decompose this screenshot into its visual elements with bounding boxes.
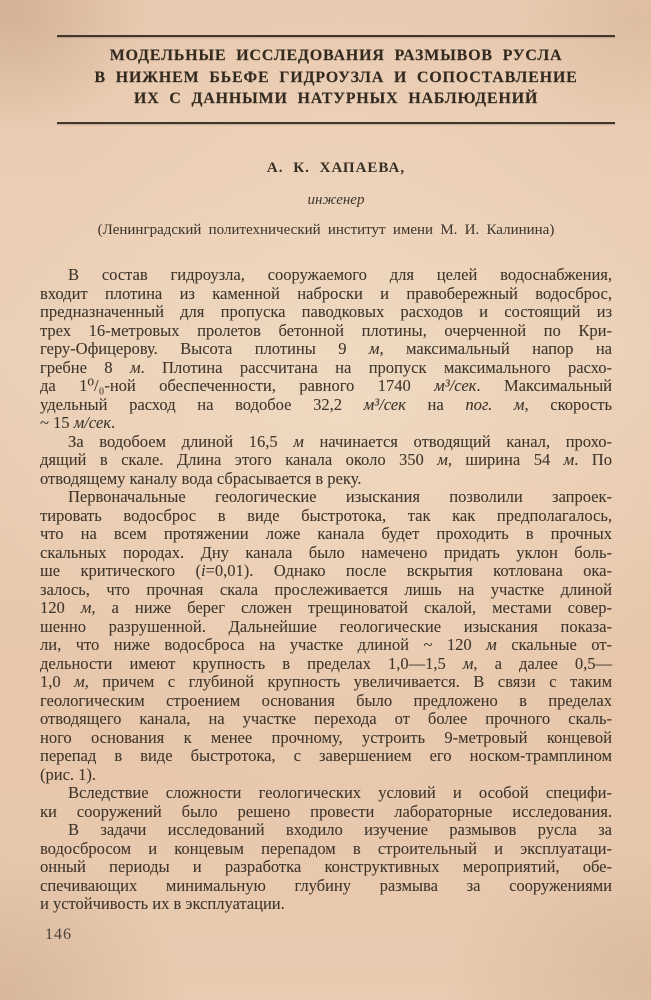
- paragraph-line: Вследствие сложности геологических условий и особой специфи-: [68, 783, 612, 802]
- article-title-line-1: МОДЕЛЬНЫЕ ИССЛЕДОВАНИЯ РАЗМЫВОВ РУСЛА: [109, 47, 563, 64]
- paragraph-line: ли, что ниже водосброса на участке длиной ~ 120 м скальные от-: [40, 635, 613, 654]
- paragraph-line: ~ 15 м/сек.: [40, 413, 116, 432]
- paragraph-line: скальных породах. Дну канала было намечено придать уклон боль-: [40, 542, 612, 562]
- page-number: 146: [45, 926, 72, 943]
- paragraph-line: водосбросом и концевым перепадом в строительный и эксплуатаци-: [40, 838, 612, 858]
- paragraph: [40, 266, 612, 433]
- body-text: [40, 266, 612, 914]
- paragraph-line: спечивающих минимальную глубину размыва за сооружениями: [40, 875, 612, 895]
- paragraph-line: отводящему каналу вода сбрасывается в реку.: [40, 468, 362, 488]
- paragraph-line: трех 16-метровых пролетов бетонной плотины, очерченной по Кри-: [40, 320, 612, 340]
- paragraph-line: ше критического (i=0,01). Однако после вскрытия котлована ока-: [40, 561, 612, 580]
- paragraph-line: Первоначальные геологические изыскания позволили запроек-: [68, 487, 612, 506]
- paragraph-line: шенно разрушенной. Дальнейшие геологические изыскания показа-: [40, 616, 612, 636]
- paragraph-line: и устойчивость их в эксплуатации.: [40, 894, 285, 913]
- article-title-line-2: В НИЖНЕМ БЬЕФЕ ГИДРОУЗЛА И СОПОСТАВЛЕНИЕ: [94, 68, 578, 86]
- article-header: [57, 35, 615, 124]
- paragraph-line: В состав гидроузла, сооружаемого для целей водоснабжения,: [68, 265, 612, 284]
- header-rule-bottom: [57, 122, 615, 124]
- paragraph-line: дящий в скале. Длина этого канала около 350 м, ширина 54 м. По: [40, 450, 612, 469]
- paragraph-line: отводящего канала, на участке перехода от более прочного скаль-: [40, 709, 612, 728]
- paragraph-line: ки сооружений было решено провести лабораторные исследования.: [40, 801, 612, 821]
- paragraph-line: гребне 8 м. Плотина рассчитана на пропуск максимального расхо-: [40, 357, 612, 377]
- paragraph: [40, 821, 612, 914]
- article-title-line-3: ИХ С ДАННЫМИ НАТУРНЫХ НАБЛЮДЕНИЙ: [133, 90, 539, 107]
- paragraph-line: что на всем протяжении ложе канала будет проходить в прочных: [40, 524, 612, 543]
- paragraph-line: перепад в виде быстротока, с завершением его носком-трамплином: [40, 746, 612, 765]
- article-title: [57, 37, 615, 122]
- paragraph: [40, 433, 612, 489]
- paragraph-line: ного основания к менее прочному, устроить 9-метровый концевой: [40, 727, 612, 747]
- paragraph-line: За водобоем длиной 16,5 м начинается отводящий канал, прохо-: [68, 431, 612, 451]
- paragraph-line: онный периоды и разработка конструктивных мероприятий, обе-: [40, 857, 612, 876]
- paragraph-line: да 1⁰/₀-ной обеспеченности, равного 1740 м³/сек. Максимальный: [40, 376, 612, 395]
- paragraph-line: дельности имеют крупность в пределах 1,0—1,5 м, а далее 0,5—: [40, 653, 612, 673]
- paragraph-line: В задачи исследований входило изучение размывов русла за: [68, 820, 612, 839]
- paragraph-line: 120 м, а ниже берег сложен трещиноватой скалой, местами совер-: [40, 598, 612, 617]
- paragraph: [40, 488, 612, 784]
- author-name: А. К. ХАПАЕВА,: [266, 160, 406, 176]
- author-role: инженер: [307, 192, 365, 208]
- paragraph-line: входит плотина из каменной наброски и правобережный водосброс,: [40, 283, 612, 303]
- author-affiliation: (Ленинградский политехнический институт имени М. И. Калинина): [97, 222, 555, 238]
- paragraph-line: геру-Офицерову. Высота плотины 9 м, максимальный напор на: [40, 339, 612, 358]
- paragraph-line: геологическим строением основания было предложено в пределах: [40, 690, 612, 710]
- paragraph-line: тировать водосброс в виде быстротока, так как предполагалось,: [40, 505, 612, 525]
- paragraph-line: 1,0 м, причем с глубиной крупность увеличивается. В связи с таким: [40, 672, 613, 691]
- paragraph-line: удельный расход на водобое 32,2 м³/сек на пог. м, скорость: [40, 394, 612, 414]
- paragraph-line: предназначенный для пропуска паводковых расходов и состоящий из: [40, 302, 612, 321]
- paragraph-line: (рис. 1).: [40, 764, 97, 784]
- paragraph-line: залось, что прочная скала прослеживается лишь на участке длиной: [40, 579, 612, 599]
- paragraph: [40, 784, 612, 821]
